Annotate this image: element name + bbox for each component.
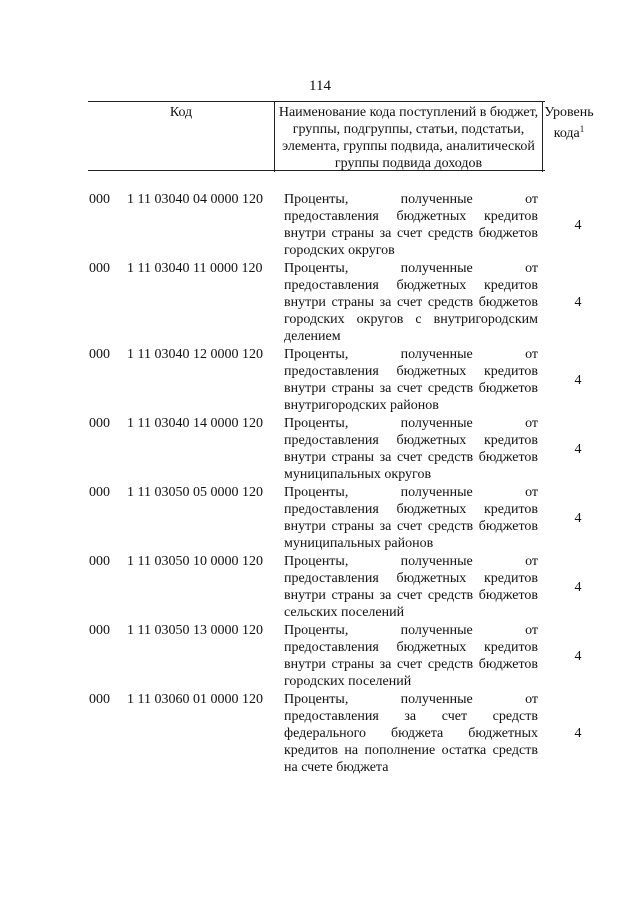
header-level — [543, 102, 595, 172]
admin-code: 000 — [89, 192, 110, 207]
admin-code: 000 — [89, 485, 110, 500]
code-level: 4 — [574, 441, 582, 457]
table-row — [0, 415, 640, 483]
revenue-name: Проценты, полученные от предоставления бюджетных кредитов внутри страны за счет средств бюджетов внутригородских районов — [284, 347, 538, 413]
revenue-name: Проценты, полученные от предоставления бюджетных кредитов внутри страны за счет средств бюджетов сельских поселений — [284, 554, 538, 620]
table-header — [88, 101, 594, 171]
revenue-code: 1 11 03050 10 0000 120 — [127, 554, 263, 569]
code-level: 4 — [574, 510, 582, 526]
code-level: 4 — [574, 295, 582, 310]
table-row — [0, 484, 640, 552]
code-level: 4 — [574, 648, 582, 664]
code-level: 4 — [574, 372, 582, 388]
revenue-code: 1 11 03050 13 0000 120 — [127, 623, 263, 638]
admin-code: 000 — [89, 416, 110, 431]
revenue-code: 1 11 03040 14 0000 120 — [127, 416, 263, 431]
revenue-name: Проценты, полученные от предоставления бюджетных кредитов внутри страны за счет средств бюджетов городских поселений — [284, 623, 538, 689]
revenue-code: 1 11 03040 04 0000 120 — [127, 192, 263, 207]
revenue-name: Проценты, полученные от предоставления бюджетных кредитов внутри страны за счет средств бюджетов муниципальных округов — [284, 416, 538, 482]
revenue-code: 1 11 03060 01 0000 120 — [127, 692, 263, 707]
page-number: 114 — [309, 78, 331, 94]
admin-code: 000 — [89, 692, 110, 707]
code-level: 4 — [574, 726, 582, 741]
header-level-label: Уровень кода — [544, 105, 594, 141]
revenue-code: 1 11 03050 05 0000 120 — [127, 485, 263, 500]
revenue-code: 1 11 03040 12 0000 120 — [127, 347, 263, 362]
code-level: 4 — [574, 217, 582, 233]
revenue-code: 1 11 03040 11 0000 120 — [127, 261, 263, 276]
revenue-name: Проценты, полученные от предоставления бюджетных кредитов внутри страны за счет средств бюджетов городских округов с внутригородским делением — [284, 261, 538, 344]
footnote-marker: 1 — [579, 124, 585, 134]
table-row — [0, 622, 640, 690]
admin-code: 000 — [89, 261, 110, 276]
revenue-name: Проценты, полученные от предоставления за счет средств федерального бюджета бюджетных кредитов на пополнение остатка средств на счете бюджета — [284, 692, 538, 775]
table-row — [0, 260, 640, 345]
table-row — [0, 553, 640, 621]
admin-code: 000 — [89, 347, 110, 362]
admin-code: 000 — [89, 554, 110, 569]
table-row — [0, 691, 640, 776]
code-level: 4 — [574, 579, 582, 595]
table-row — [0, 191, 640, 259]
header-name: Наименование кода поступлений в бюджет, группы, подгруппы, статьи, подстатьи, элемента, группы подвида, аналитической группы подвида доходов — [275, 102, 543, 172]
table-row — [0, 346, 640, 414]
admin-code: 000 — [89, 623, 110, 638]
revenue-name: Проценты, полученные от предоставления бюджетных кредитов внутри страны за счет средств бюджетов городских округов — [284, 192, 538, 258]
revenue-name: Проценты, полученные от предоставления бюджетных кредитов внутри страны за счет средств бюджетов муниципальных районов — [284, 485, 538, 551]
table-body — [0, 191, 640, 776]
header-code: Код — [88, 102, 275, 172]
